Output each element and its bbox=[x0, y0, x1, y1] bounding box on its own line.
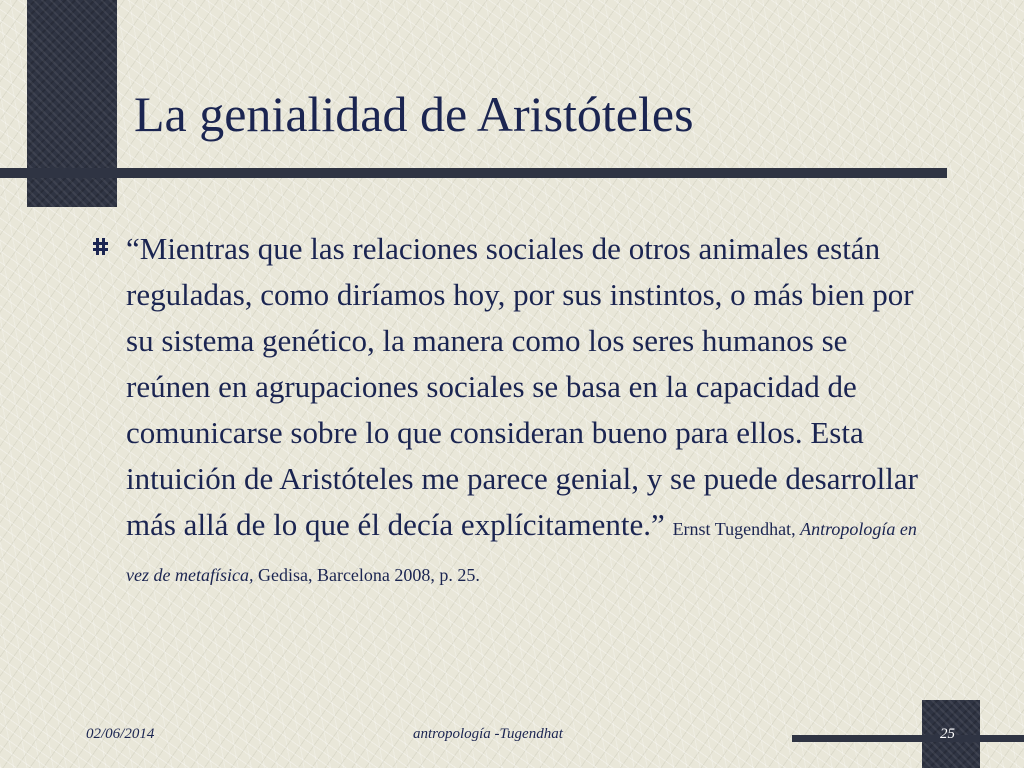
citation-details: Gedisa, Barcelona 2008, p. 25. bbox=[257, 565, 480, 585]
citation-author: Ernst Tugendhat, bbox=[672, 519, 796, 539]
footer-title: antropología -Tugendhat bbox=[413, 726, 563, 742]
page-number: 25 bbox=[940, 726, 955, 742]
slide-title: La genialidad de Aristóteles bbox=[134, 86, 694, 142]
quote-paragraph bbox=[126, 226, 936, 594]
decorative-bar-bottom bbox=[792, 735, 1024, 742]
hash-bullet-icon bbox=[93, 238, 108, 255]
footer-date: 02/06/2014 bbox=[86, 726, 155, 742]
quote-text: “Mientras que las relaciones sociales de otros animales están reguladas, como diríamos hoy, por sus instintos, o más bien por su sistema genético, la manera como los seres humanos se reúnen en agrupaciones sociales se basa en la capacidad de comunicarse sobre lo que consideran bueno para ellos. Esta intuición de Aristóteles me parece genial, y se puede desarrollar más allá de lo que él decía explícitamente.” bbox=[126, 231, 918, 542]
decorative-bar-top bbox=[0, 168, 947, 178]
citation-title: Antropología en vez de metafísica, bbox=[126, 519, 917, 585]
